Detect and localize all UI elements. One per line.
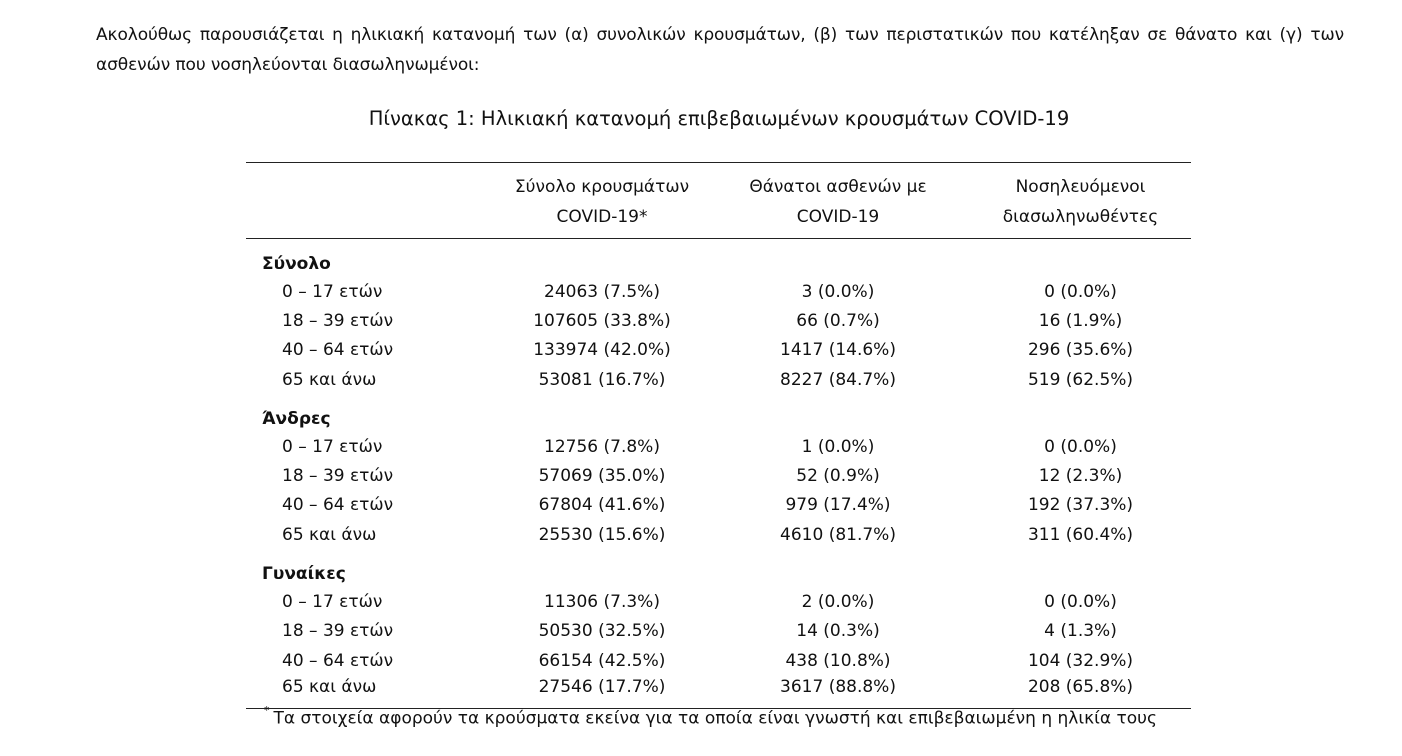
deaths-cell: 4610 (81.7%) xyxy=(780,524,896,545)
table-footnote xyxy=(264,700,1157,733)
group-label: Άνδρες xyxy=(262,409,331,430)
table-body xyxy=(246,239,1191,709)
cases-cell: 107605 (33.8%) xyxy=(533,310,671,331)
deaths-cell: 3 (0.0%) xyxy=(801,281,875,302)
header-intubated xyxy=(970,163,1191,239)
group-label: Σύνολο xyxy=(262,254,331,274)
header-total-cases-line-1: Σύνολο κρουσμάτων xyxy=(514,177,690,197)
intubated-cell: 4 (1.3%) xyxy=(1044,621,1117,642)
deaths-cell: 979 (17.4%) xyxy=(785,495,891,516)
deaths-cell: 1 (0.0%) xyxy=(801,436,875,457)
deaths-cell: 1417 (14.6%) xyxy=(780,340,896,361)
cases-cell: 57069 (35.0%) xyxy=(538,466,666,487)
intro-paragraph: Ακολούθως παρουσιάζεται η ηλικιακή κατανομή των (α) συνολικών κρουσμάτων, (β) των περιστατικών που κατέληξαν σε θάνατο και (γ) των ασθενών που νοσηλεύονται διασωληνωμένοι: xyxy=(96,25,1344,75)
cases-cell: 50530 (32.5%) xyxy=(538,621,666,642)
deaths-cell: 66 (0.7%) xyxy=(796,310,880,331)
header-deaths-line-1: Θάνατοι ασθενών με xyxy=(749,177,927,197)
table-row xyxy=(246,336,1191,365)
table-row xyxy=(246,461,1191,490)
group-row-men xyxy=(246,394,1191,432)
table-row xyxy=(246,646,1191,675)
group-label: Γυναίκες xyxy=(262,564,346,585)
intubated-cell: 192 (37.3%) xyxy=(1027,495,1134,516)
deaths-cell: 14 (0.3%) xyxy=(796,621,880,642)
table-header-row xyxy=(246,163,1191,239)
table-row xyxy=(246,491,1191,520)
table-row xyxy=(246,306,1191,335)
age-cell: 18 – 39 ετών xyxy=(282,310,394,331)
header-total-cases xyxy=(498,163,706,239)
deaths-cell: 438 (10.8%) xyxy=(785,650,891,671)
cases-cell: 24063 (7.5%) xyxy=(544,281,660,302)
age-cell: 0 – 17 ετών xyxy=(282,436,383,457)
age-cell: 65 και άνω xyxy=(246,675,498,709)
age-cell: 40 – 64 ετών xyxy=(282,650,394,671)
header-total-cases-line-2: COVID-19* xyxy=(556,207,648,227)
group-row-total xyxy=(246,239,1191,278)
cases-cell: 66154 (42.5%) xyxy=(538,650,666,671)
header-empty-cell xyxy=(246,163,498,239)
intubated-cell: 0 (0.0%) xyxy=(1044,281,1117,302)
age-cell: 65 και άνω xyxy=(282,369,377,390)
table-row xyxy=(246,587,1191,616)
age-cell: 18 – 39 ετών xyxy=(282,466,394,487)
age-distribution-table xyxy=(246,162,1191,709)
age-cell: 65 και άνω xyxy=(282,524,377,545)
intubated-cell: 0 (0.0%) xyxy=(1044,436,1117,457)
intubated-cell: 104 (32.9%) xyxy=(1027,650,1134,671)
deaths-cell: 8227 (84.7%) xyxy=(780,369,896,390)
cases-cell: 12756 (7.8%) xyxy=(544,436,660,457)
age-cell: 40 – 64 ετών xyxy=(282,495,394,516)
cases-cell: 133974 (42.0%) xyxy=(533,340,671,361)
group-row-women xyxy=(246,549,1191,587)
footnote-text: Τα στοιχεία αφορούν τα κρούσματα εκείνα για τα οποία είναι γνωστή και επιβεβαιωμένη η ηλικία τους xyxy=(273,708,1157,729)
cases-cell: 11306 (7.3%) xyxy=(544,592,660,613)
table-row xyxy=(246,520,1191,549)
deaths-cell: 3617 (88.8%) xyxy=(706,675,970,709)
header-deaths-line-2: COVID-19 xyxy=(796,207,880,227)
header-deaths xyxy=(706,163,970,239)
table-row xyxy=(246,617,1191,646)
table-caption: Πίνακας 1: Ηλικιακή κατανομή επιβεβαιωμένων κρουσμάτων COVID-19 xyxy=(368,107,1070,130)
table-row xyxy=(246,277,1191,306)
table-row xyxy=(246,432,1191,461)
table-row xyxy=(246,365,1191,394)
intubated-cell: 16 (1.9%) xyxy=(1038,310,1123,331)
footnote-marker: * xyxy=(264,704,270,717)
age-cell: 0 – 17 ετών xyxy=(282,281,383,302)
intubated-cell: 208 (65.8%) xyxy=(970,675,1191,709)
cases-cell: 67804 (41.6%) xyxy=(538,495,666,516)
deaths-cell: 2 (0.0%) xyxy=(801,592,875,613)
intubated-cell: 0 (0.0%) xyxy=(1044,592,1117,613)
age-cell: 0 – 17 ετών xyxy=(282,592,383,613)
intubated-cell: 12 (2.3%) xyxy=(1038,466,1123,487)
intubated-cell: 311 (60.4%) xyxy=(1027,524,1134,545)
cases-cell: 25530 (15.6%) xyxy=(538,524,666,545)
intubated-cell: 519 (62.5%) xyxy=(1027,369,1134,390)
header-intubated-line-2: διασωληνωθέντες xyxy=(1002,207,1159,227)
cases-cell: 53081 (16.7%) xyxy=(538,369,666,390)
age-cell: 18 – 39 ετών xyxy=(282,621,394,642)
deaths-cell: 52 (0.9%) xyxy=(796,466,880,487)
age-distribution-table-container xyxy=(246,162,1191,709)
intubated-cell: 296 (35.6%) xyxy=(1027,340,1134,361)
cases-cell: 27546 (17.7%) xyxy=(498,675,706,709)
header-intubated-line-1: Νοσηλευόμενοι xyxy=(1015,177,1146,197)
age-cell: 40 – 64 ετών xyxy=(282,340,394,361)
